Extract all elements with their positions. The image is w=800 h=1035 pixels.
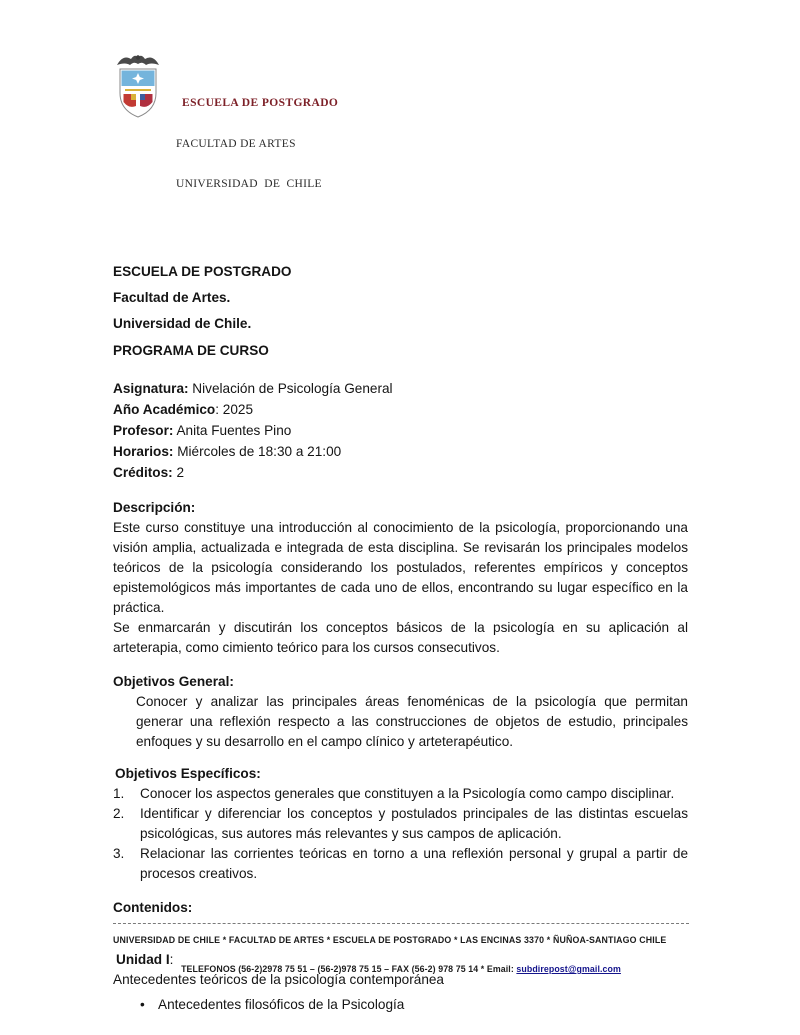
email-link[interactable]: subdirepost@gmail.com [516,964,621,974]
meta-ano-value: : 2025 [215,401,254,417]
meta-asignatura [113,378,688,399]
bullet-icon: • [140,996,145,1012]
objetivos-general-heading: Objetivos General: [113,673,234,689]
meta-asignatura-value: Nivelación de Psicología General [188,380,393,396]
footer-contact-line [113,959,689,979]
meta-horarios-label: Horarios: [113,444,174,460]
meta-ano-label: Año Académico [113,401,216,417]
footer-address-line: UNIVERSIDAD DE CHILE * FACULTAD DE ARTES * ESCUELA DE POSTGRADO * LAS ENCINAS 3370 * ÑUÑOA-SANTIAGO CHILE [113,935,667,945]
unidad-bullet-item [113,995,688,1015]
item-number: 3. [113,845,125,861]
objetivos-general-paragraph: Conocer y analizar las principales áreas fenoménicas de la psicología que permitan generar una reflexión respecto a las construcciones de objetos de estudio, principales enfoques y su desarrollo en el campo clínico y arteterapéutico. [136,693,688,749]
item-number: 2. [113,805,125,821]
document-title: PROGRAMA DE CURSO [113,342,269,358]
meta-profesor [113,420,688,441]
item-text: Conocer los aspectos generales que constituyen a la Psicología como campo disciplinar. [140,785,675,801]
contenidos-heading: Contenidos: [113,899,193,915]
letterhead-university-name: UNIVERSIDAD DE CHILE [176,178,322,190]
document-footer [113,923,689,979]
letterhead-text [176,50,338,219]
item-number: 1. [113,785,125,801]
footer-divider [113,923,689,924]
item-text: Identificar y diferenciar los conceptos y postulados principales de las distintas escuelas psicológicas, sus autores más relevantes y sus campos de aplicación. [140,805,688,841]
document-header [113,259,688,337]
descripcion-paragraph-1: Este curso constituye una introducción al conocimiento de la psicología, proporcionando una visión amplia, actualizada e integrada de esta disciplina. Se revisarán los principales modelos teóricos de la psicología considerando los postulados, referentes empíricos y conceptos epistemológicos más importantes de cada uno de ellos, encontrando su lugar específico en la práctica. [113,519,688,615]
doc-header-school: ESCUELA DE POSTGRADO [113,263,292,279]
course-meta [113,378,688,484]
unidad-subtitle: Antecedentes teóricos de la psicología contemporánea [113,971,444,987]
descripcion-paragraph-2: Se enmarcarán y discutirán los conceptos básicos de la psicología en su aplicación al arteterapia, como cimiento teórico para los cursos consecutivos. [113,619,688,655]
bullet-text: Antecedentes filosóficos de la Psicología [158,996,405,1012]
meta-profesor-label: Profesor: [113,422,174,438]
letterhead-faculty-name: FACULTAD DE ARTES [176,137,296,150]
letterhead-school-name: ESCUELA DE POSTGRADO [182,97,339,109]
meta-asignatura-label: Asignatura: [113,380,189,396]
section-descripcion [113,498,688,658]
meta-profesor-value: Anita Fuentes Pino [173,422,292,438]
objetivo-especifico-item [113,844,688,884]
objetivos-especificos-heading: Objetivos Específicos: [115,765,261,781]
section-contenidos [113,898,688,918]
doc-header-faculty: Facultad de Artes. [113,289,231,305]
universidad-de-chile-crest-icon [113,50,163,120]
objetivo-especifico-item [113,784,688,804]
doc-header-university: Universidad de Chile. [113,315,252,331]
meta-horarios-value: Miércoles de 18:30 a 21:00 [173,444,342,460]
section-objetivos-general [113,672,688,752]
unidad-heading-colon: : [169,951,174,967]
meta-creditos [113,462,688,483]
objetivo-especifico-item [113,804,688,844]
meta-creditos-label: Créditos: [113,465,173,481]
letterhead [113,50,688,219]
footer-phones: TELEFONOS (56-2)2978 75 51 – (56-2)978 75 15 – FAX (56-2) 978 75 14 * Email: [181,964,517,974]
meta-creditos-value: 2 [172,465,185,481]
section-objetivos-especificos [113,764,688,884]
descripcion-heading: Descripción: [113,499,196,515]
meta-ano-academico [113,399,688,420]
unidad-heading-text: Unidad I [116,951,170,967]
item-text: Relacionar las corrientes teóricas en torno a una reflexión personal y grupal a partir de procesos creativos. [140,845,688,881]
meta-horarios [113,441,688,462]
